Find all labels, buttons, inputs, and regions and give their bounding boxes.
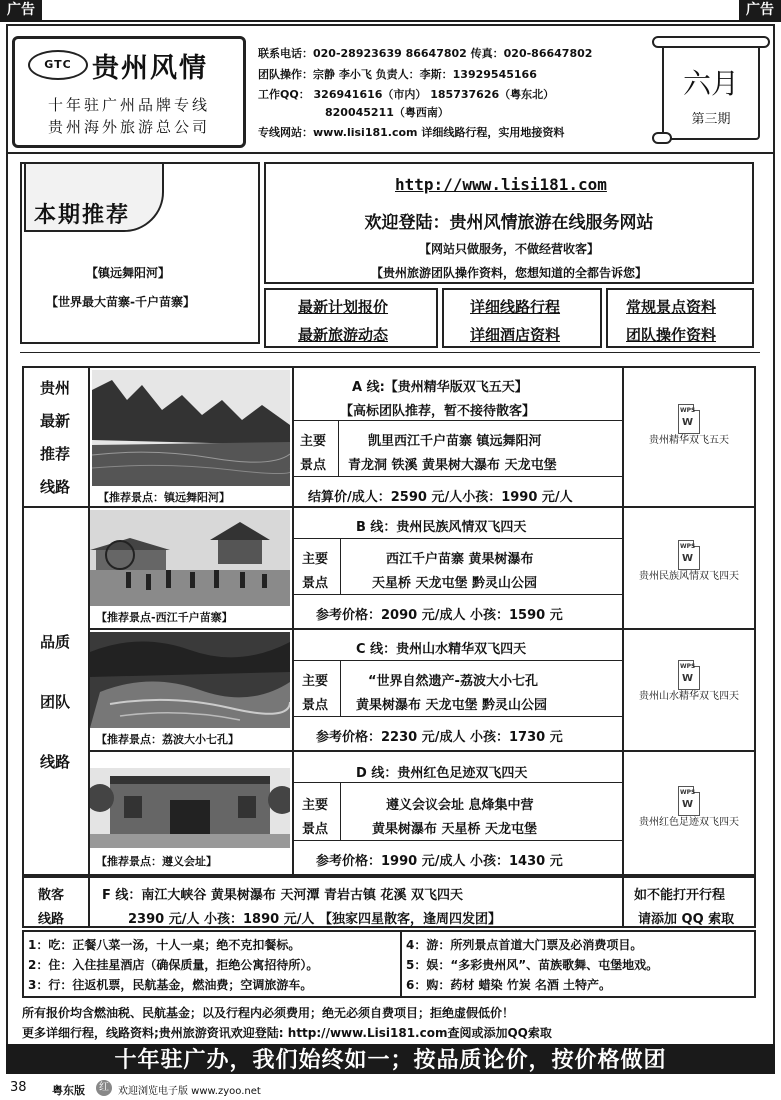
route-b-spots-label-2: 景点 (302, 576, 329, 591)
route-b-doc-label[interactable]: 贵州民族风情双飞四天 (639, 571, 739, 582)
route-d-spots-label-2: 景点 (302, 822, 329, 837)
route-d-divider (292, 752, 294, 876)
route-d-doc-icon[interactable]: WPS W (678, 786, 700, 816)
route-a-price: 结算价/成人：2590 元/人小孩：1990 元/人 (308, 490, 573, 505)
route-b-spots-2: 天星桥 天龙屯堡 黔灵山公园 (372, 576, 538, 591)
ad-label-left: 广告 (0, 0, 42, 20)
feature-food: 1：吃：正餐八菜一汤，十人一桌；绝不克扣餐标。 (28, 938, 301, 952)
route-c-doc-label[interactable]: 贵州山水精华双飞四天 (639, 691, 739, 702)
brand-name: 贵州风情 (92, 53, 208, 84)
section-new-label-4: 线路 (39, 478, 70, 496)
website-note-1: 【网站只做服务，不做经营收客】 (418, 242, 599, 256)
route-d-rule-1 (292, 782, 622, 783)
recommend-item-1[interactable]: 【镇远舞阳河】 (86, 266, 171, 280)
features-divider (400, 930, 402, 998)
scroll-roll-bottom-icon (652, 132, 672, 144)
route-a-subtitle: 【高标团队推荐，暂不接待散客】 (340, 404, 536, 419)
recommend-item-2[interactable]: 【世界最大苗寨-千户苗寨】 (46, 295, 195, 309)
route-c-spots-1: “世界自然遗产-荔波大小七孔 (368, 674, 538, 689)
sanke-label-1: 散客 (38, 888, 65, 903)
feature-tour: 4：游：所列景点首道大门票及必消费项目。 (406, 938, 643, 952)
logo-slogan-2: 贵州海外旅游总公司 (47, 118, 210, 136)
route-c-doc-icon[interactable]: WPS W (678, 660, 700, 690)
issue-number: 第三期 (691, 112, 731, 127)
route-a-rule-2 (292, 476, 622, 477)
route-b-spots-1: 西江千户苗寨 黄果树瀑布 (386, 552, 534, 567)
route-b-price: 参考价格：2090 元/成人 小孩：1590 元 (316, 608, 563, 623)
caption-b: 【推荐景点-西江千户苗寨】 (96, 611, 233, 624)
route-a-spots-1: 凯里西江千户苗寨 镇远舞阳河 (368, 434, 542, 449)
section-quality-label-3: 线路 (39, 753, 70, 771)
logo-slogan-1: 十年驻广州品牌专线 (47, 96, 210, 114)
photo-wuyang-river (92, 370, 290, 486)
caption-d: 【推荐景点：遵义会址】 (96, 855, 217, 868)
issue-month: 六月 (682, 67, 739, 100)
ebook-link[interactable]: 欢迎浏览电子版 www.zyoo.net (118, 1086, 261, 1097)
section-new-label-3: 推荐 (39, 445, 70, 463)
route-c-divider (292, 630, 294, 750)
photo-xijiang-miao (90, 510, 290, 606)
sanke-price: 2390 元/人 小孩：1890 元/人 【独家四星散客，逢周四发团】 (128, 912, 501, 927)
route-d-price: 参考价格：1990 元/成人 小孩：1430 元 (316, 854, 563, 869)
routes-row-divider-c (88, 750, 756, 752)
feature-entertainment: 5：娱：“多彩贵州风”、苗族歌舞、屯堡地戏。 (406, 958, 659, 972)
notice-price: 所有报价均含燃油税、民航基金；以及行程内必须费用；绝无必须自费项目；拒绝虚假低价！ (22, 1006, 515, 1020)
notice-website[interactable]: 更多详细行程，线路资料;贵州旅游资讯欢迎登陆: http://www.Lisi181.com查阅或添加QQ索取 (22, 1026, 552, 1040)
route-b-rule-v (340, 538, 341, 594)
routes-row-divider-a (22, 506, 756, 508)
route-b-spots-label-1: 主要 (302, 552, 329, 567)
routes-col-divider-2 (622, 366, 624, 876)
website-welcome: 欢迎登陆：贵州风情旅游在线服务网站 (364, 213, 654, 233)
route-c-title[interactable]: C 线：贵州山水精华双飞四天 (356, 642, 527, 657)
section-quality-label-2: 团队 (39, 693, 70, 711)
website-note-2: 【贵州旅游团队操作资料，您想知道的全都告诉您】 (370, 266, 647, 280)
caption-c: 【推荐景点：荔波大小七孔】 (96, 733, 239, 746)
route-b-doc-icon[interactable]: WPS W (678, 540, 700, 570)
sanke-divider-2 (622, 876, 624, 928)
route-a-rule-v (338, 420, 339, 476)
feature-shopping: 6：购：药材 蜡染 竹炭 名酒 土特产。 (406, 978, 612, 992)
route-d-rule-2 (292, 840, 622, 841)
link-hotel-info[interactable]: 详细酒店资料 (470, 326, 561, 344)
sanke-divider-1 (88, 876, 90, 928)
photo-zunyi-site (90, 768, 290, 848)
route-c-spots-label-1: 主要 (302, 674, 329, 689)
photo-libo-qikong (90, 632, 290, 728)
route-d-spots-1: 遵义会议会址 息烽集中营 (386, 798, 534, 813)
route-b-title[interactable]: B 线：贵州民族风情双飞四天 (356, 520, 527, 535)
route-a-doc-label[interactable]: 贵州精华双飞五天 (649, 435, 729, 446)
website-url-link[interactable]: http://www.lisi181.com (395, 175, 607, 194)
section-quality-label-1: 品质 (39, 633, 70, 651)
route-c-spots-label-2: 景点 (302, 698, 329, 713)
route-a-spots-label-2: 景点 (300, 458, 327, 473)
section-new-label (24, 372, 86, 504)
ad-label-right: 广告 (739, 0, 781, 20)
route-a-title[interactable]: A 线:【贵州精华版双飞五天】 (352, 380, 528, 395)
header-divider (6, 152, 775, 154)
route-c-rule-v (340, 660, 341, 716)
route-b-rule-2 (292, 594, 622, 595)
route-a-rule-1 (292, 420, 622, 421)
link-team-ops[interactable]: 团队操作资料 (626, 326, 717, 344)
section-divider (20, 352, 760, 353)
top-rule (0, 20, 781, 22)
sanke-note-2[interactable]: 请添加 QQ 索取 (638, 912, 735, 927)
page-edition: 粤东版 (52, 1084, 85, 1097)
contact-website: 专线网站：www.lisi181.com 详细线路行程，实用地接资料 (258, 126, 565, 139)
route-c-rule-2 (292, 716, 622, 717)
footer-slogan: 十年驻广办，我们始终如一；按品质论价，按价格做团 (114, 1048, 667, 1073)
route-a-spots-2: 青龙洞 铁溪 黄果树大瀑布 天龙屯堡 (348, 458, 557, 473)
page-number: 38 (10, 1080, 27, 1095)
company-logo-icon: GTC (28, 50, 88, 80)
route-a-doc-icon[interactable]: WPS W (678, 404, 700, 434)
route-d-rule-v (340, 782, 341, 840)
sanke-label-2: 线路 (38, 912, 65, 927)
scroll-roll-top-icon (652, 36, 770, 48)
feature-transport: 3：行：往返机票，民航基金，燃油费；空调旅游车。 (28, 978, 313, 992)
edition-badge-icon: 红 (96, 1080, 112, 1096)
routes-row-divider-b (88, 628, 756, 630)
recommend-title: 本期推荐 (34, 203, 131, 228)
sanke-note-1: 如不能打开行程 (634, 888, 726, 903)
route-b-rule-1 (292, 538, 622, 539)
link-scenic-info[interactable]: 常规景点资料 (626, 298, 717, 316)
link-latest-quotes[interactable]: 最新计划报价 (298, 298, 389, 316)
section-new-label-1: 贵州 (39, 379, 70, 397)
contact-team: 团队操作：宗静 李小飞 负责人：李斯：13929545166 (258, 68, 537, 81)
route-d-spots-label-1: 主要 (302, 798, 329, 813)
route-d-doc-label[interactable]: 贵州红色足迹双飞四天 (639, 817, 739, 828)
link-route-details[interactable]: 详细线路行程 (470, 298, 561, 316)
route-c-rule-1 (292, 660, 622, 661)
caption-a: 【推荐景点：镇远舞阳河】 (98, 491, 230, 504)
link-travel-news[interactable]: 最新旅游动态 (298, 326, 389, 344)
contact-qq: 工作QQ： 326941616（市内） 185737626（粤东北） (258, 88, 555, 101)
route-b-divider (292, 508, 294, 628)
contact-phone: 联系电话：020-28923639 86647802 传真：020-86647802 (258, 47, 593, 60)
route-c-spots-2: 黄果树瀑布 天龙屯堡 黔灵山公园 (356, 698, 548, 713)
sanke-route[interactable]: F 线：南江大峡谷 黄果树瀑布 天河潭 青岩古镇 花溪 双飞四天 (102, 888, 464, 903)
section-new-label-2: 最新 (39, 412, 70, 430)
section-quality-label (24, 612, 86, 792)
contact-qq-2: 820045211（粤西南） (325, 106, 449, 119)
route-a-spots-label-1: 主要 (300, 434, 327, 449)
feature-hotel: 2：住：入住挂星酒店（确保质量，拒绝公寓招待所）。 (28, 958, 319, 972)
route-d-title[interactable]: D 线：贵州红色足迹双飞四天 (356, 766, 528, 781)
route-d-spots-2: 黄果树瀑布 天星桥 天龙屯堡 (372, 822, 538, 837)
route-c-price: 参考价格：2230 元/成人 小孩：1730 元 (316, 730, 563, 745)
route-a-divider (292, 366, 294, 506)
